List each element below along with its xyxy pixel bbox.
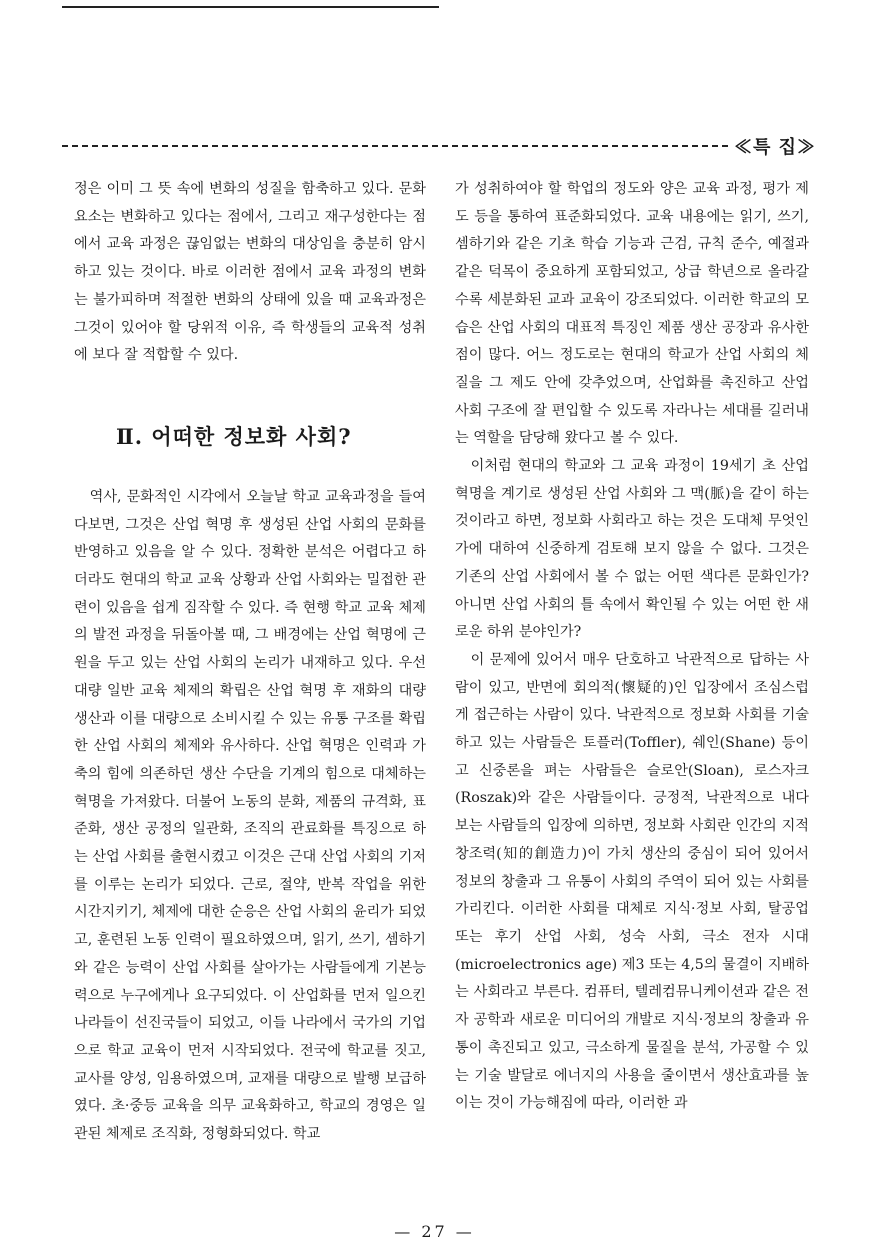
top-rule [62,6,439,8]
section-heading: Ⅱ. 어떠한 정보화 사회? [116,423,352,449]
page-number: — 27 — [394,1222,475,1241]
paragraph-2: 이처럼 현대의 학교와 그 교육 과정이 19세기 초 산업 혁명을 계기로 생성된 산업 사회와 그 맥(脈)을 같이 하는 것이라고 하면, 정보화 사회라고 하는 것은 도대체 무엇인가에 대하여 신중하게 검토해 보지 않을 수 없다. 그것은 기존의 산업 사회에서 볼 수 없는 어떤 색다른 문화인가? 아니면 산업 사회의 틀 속에서 확인될 수 있는 어떤 한 새로운 하위 분야인가? [455,458,809,641]
left-column [74,176,426,1149]
intro-paragraph: 정은 이미 그 뜻 속에 변화의 성질을 함축하고 있다. 문화 요소는 변화하고 있다는 점에서, 그리고 재구성한다는 점에서 교육 과정은 끊임없는 변화의 대상임을 충분히 암시하고 있는 것이다. 바로 이러한 점에서 교육 과정의 변화는 불가피하며 적절한 변화의 상태에 있을 때 교육과정은 그것이 있어야 할 당위적 이유, 즉 학생들의 교육적 성취에 보다 잘 적합할 수 있다. [74,181,426,364]
paragraph-3: 이 문제에 있어서 매우 단호하고 낙관적으로 답하는 사람이 있고, 반면에 회의적(懷疑的)인 입장에서 조심스럽게 접근하는 사람이 있다. 낙관적으로 정보화 사회를 기술하고 있는 사람들은 토플러(Toffler), 쉐인(Shane) 등이고 신중론을 펴는 사람들은 슬로안(Sloan), 로스자크(Roszak)와 같은 사람들이다. 긍정적, 낙관적으로 내다보는 사람들의 입장에 의하면, 정보화 사회란 인간의 지적 창조력(知的創造力)이 가치 생산의 중심이 되어 있어서 정보의 창출과 그 유통이 사회의 주역이 되어 있는 사회를 가리킨다. 이러한 사회를 대체로 지식·정보 사회, 탈공업 또는 후기 산업 사회, 성숙 사회, 극소 전자 시대(microelectronics age) 제3 또는 4,5의 물결이 지배하는 사회라고 부른다. 컴퓨터, 텔레컴뮤니케이션과 같은 전자 공학과 새로운 미디어의 개발로 지식·정보의 창출과 유통이 촉진되고 있고, 극소하게 물질을 분석, 가공할 수 있는 기술 발달로 에너지의 사용을 줄이면서 생산효과를 높이는 것이 가능해짐에 따라, 이러한 과 [455,651,809,1112]
right-column [455,176,809,1118]
body-paragraph: 역사, 문화적인 시각에서 오늘날 학교 교육과정을 들여다보면, 그것은 산업 혁명 후 생성된 산업 사회의 문화를 반영하고 있음을 알 수 있다. 정확한 분석은 어렵다고 하더라도 현대의 학교 교육 상황과 산업 사회와는 밀접한 관련이 있음을 쉽게 짐작할 수 있다. 즉 현행 학교 교육 체제의 발전 과정을 뒤돌아볼 때, 그 배경에는 산업 혁명에 근원을 두고 있는 산업 사회의 논리가 내재하고 있다. 우선 대량 일반 교육 체제의 확립은 산업 혁명 후 재화의 대량 생산과 이를 대량으로 소비시킬 수 있는 유통 구조를 확립한 산업 사회의 체제와 유사하다. 산업 혁명은 인력과 가축의 힘에 의존하던 생산 수단을 기계의 힘으로 대체하는 혁명을 가져왔다. 더불어 노동의 분화, 제품의 규격화, 표준화, 생산 공정의 일관화, 조직의 관료화를 특징으로 하는 산업 사회를 출현시켰고 이것은 근대 산업 사회의 기저를 이루는 논리가 되었다. 근로, 절약, 반복 작업을 위한 시간지키기, 체제에 대한 순응은 산업 사회의 윤리가 되었고, 훈련된 노동 인력이 필요하였으며, 읽기, 쓰기, 셈하기와 같은 능력이 산업 사회를 살아가는 사람들에게 기본능력으로 누구에게나 요구되었다. 이 산업화를 먼저 일으킨 나라들이 선진국들이 되었고, 이들 나라에서 국가의 기업으로 학교 교육이 먼저 시작되었다. 전국에 학교를 짓고, 교사를 양성, 임용하였으며, 교재를 대량으로 발행 보급하였다. 초·중등 교육을 의무 교육화하고, 학교의 경영은 일관된 체제로 조직화, 정형화되었다. 학교 [74,488,426,1143]
section-label: ≪특 집≫ [733,137,816,158]
paragraph-1: 가 성취하여야 할 학업의 정도와 양은 교육 과정, 평가 제도 등을 통하여 표준화되었다. 교육 내용에는 읽기, 쓰기, 셈하기와 같은 기초 학습 기능과 근검, 규칙 준수, 예절과 같은 덕목이 중요하게 포함되었고, 상급 학년으로 올라갈수록 세분화된 교과 교육이 강조되었다. 이러한 학교의 모습은 산업 사회의 대표적 특징인 제품 생산 공장과 유사한 점이 많다. 어느 정도로는 현대의 학교가 산업 사회의 체질을 그 제도 안에 갖추었으며, 산업화를 촉진하고 산업 사회 구조에 잘 편입할 수 있도록 자라나는 세대를 길러내는 역할을 담당해 왔다고 볼 수 있다. [455,181,809,447]
page-header [62,134,816,158]
header-dashed-rule [62,145,728,147]
